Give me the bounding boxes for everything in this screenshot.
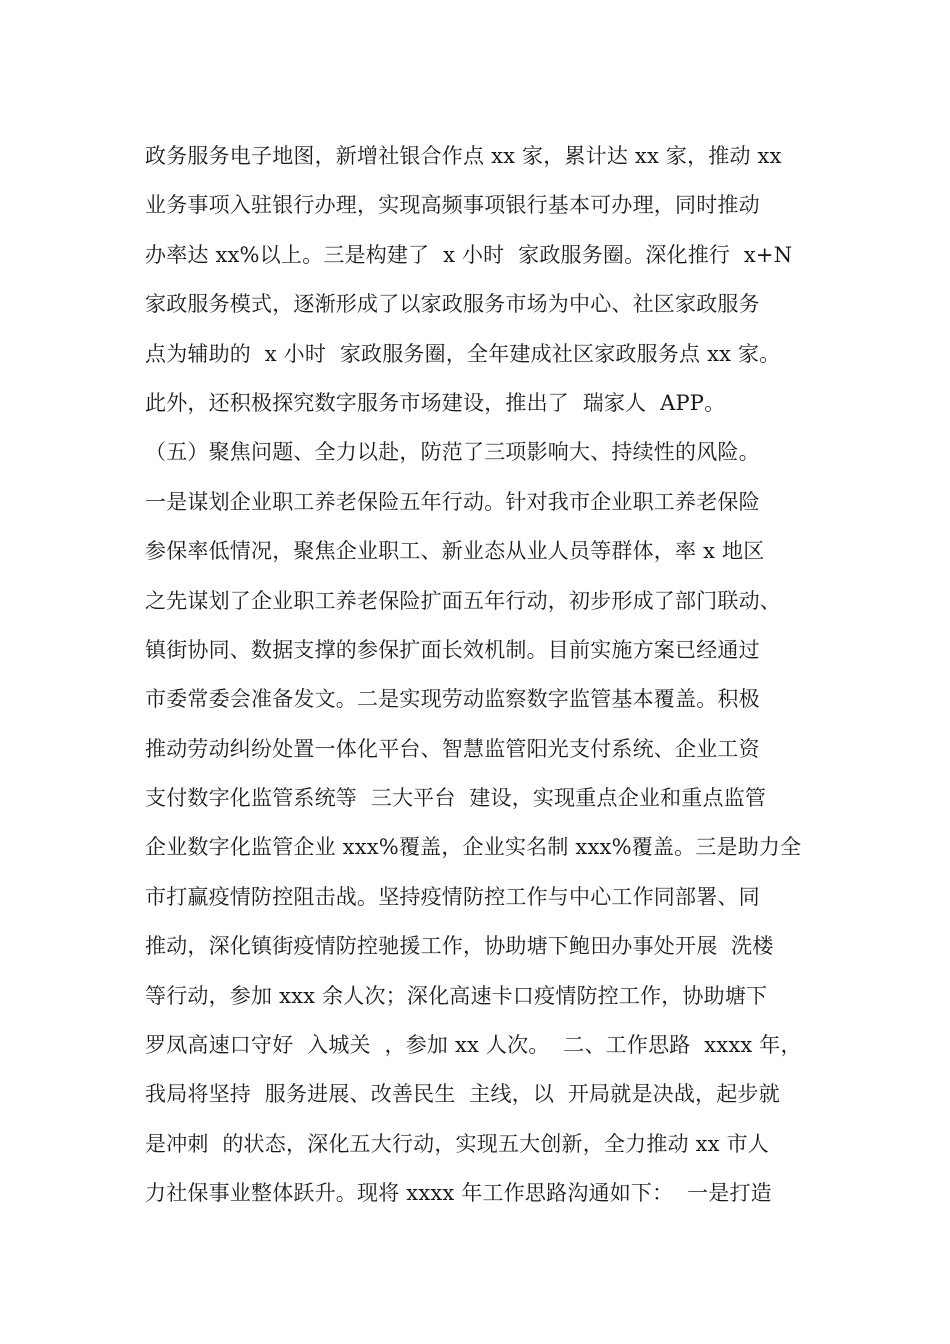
text-line-20: 我局将坚持 服务进展、改善民生 主线，以 开局就是决战，起步就	[145, 1082, 780, 1107]
text-line-2: 业务事项入驻银行办理，实现高频事项银行基本可办理，同时推动	[145, 193, 760, 218]
text-line-18: 等行动，参加 xxx 余人次；深化高速卡口疫情防控工作，协助塘下	[145, 983, 768, 1008]
text-line-1: 政务服务电子地图，新增社银合作点 xx 家，累计达 xx 家，推动 xx	[145, 144, 782, 168]
text-line-3: 办率达 xx%以上。三是构建了 x 小时 家政服务圈。深化推行 x+N	[145, 242, 793, 267]
text-line-15: 企业数字化监管企业 xxx%覆盖，企业实名制 xxx%覆盖。三是助力全	[145, 835, 802, 860]
text-line-5: 点为辅助的 x 小时 家政服务圈，全年建成社区家政服务点 xx 家。	[145, 341, 781, 366]
text-line-22: 力社保事业整体跃升。现将 xxxx 年工作思路沟通如下： 一是打造	[145, 1181, 772, 1206]
text-line-8: 一是谋划企业职工养老保险五年行动。针对我市企业职工养老保险	[145, 489, 760, 514]
text-line-4: 家政服务模式，逐渐形成了以家政服务市场为中心、社区家政服务	[145, 292, 760, 317]
body-text	[145, 132, 845, 1219]
text-line-12: 市委常委会准备发文。二是实现劳动监察数字监管基本覆盖。积极	[145, 687, 760, 712]
text-line-13: 推动劳动纠纷处置一体化平台、智慧监管阳光支付系统、企业工资	[145, 736, 760, 761]
text-line-10: 之先谋划了企业职工养老保险扩面五年行动，初步形成了部门联动、	[145, 588, 781, 613]
text-line-9: 参保率低情况，聚焦企业职工、新业态从业人员等群体，率 x 地区	[145, 539, 765, 564]
text-line-19: 罗凤高速口守好 入城关 ，参加 xx 人次。 二、工作思路 xxxx 年，	[145, 1033, 802, 1058]
text-line-14: 支付数字化监管系统等 三大平台 建设，实现重点企业和重点监管	[145, 786, 767, 811]
text-line-7: （五）聚焦问题、全力以赴，防范了三项影响大、持续性的风险。	[145, 440, 760, 465]
text-line-11: 镇街协同、数据支撑的参保扩面长效机制。目前实施方案已经通过	[145, 637, 760, 662]
text-line-6: 此外，还积极探究数字服务市场建设，推出了 瑞家人 APP。	[145, 390, 726, 415]
text-line-16: 市打赢疫情防控阻击战。坚持疫情防控工作与中心工作同部署、同	[145, 884, 760, 909]
text-line-21: 是冲刺 的状态，深化五大行动，实现五大创新，全力推动 xx 市人	[145, 1131, 769, 1156]
text-line-17: 推动，深化镇街疫情防控驰援工作，协助塘下鲍田办事处开展 洗楼	[145, 934, 774, 959]
